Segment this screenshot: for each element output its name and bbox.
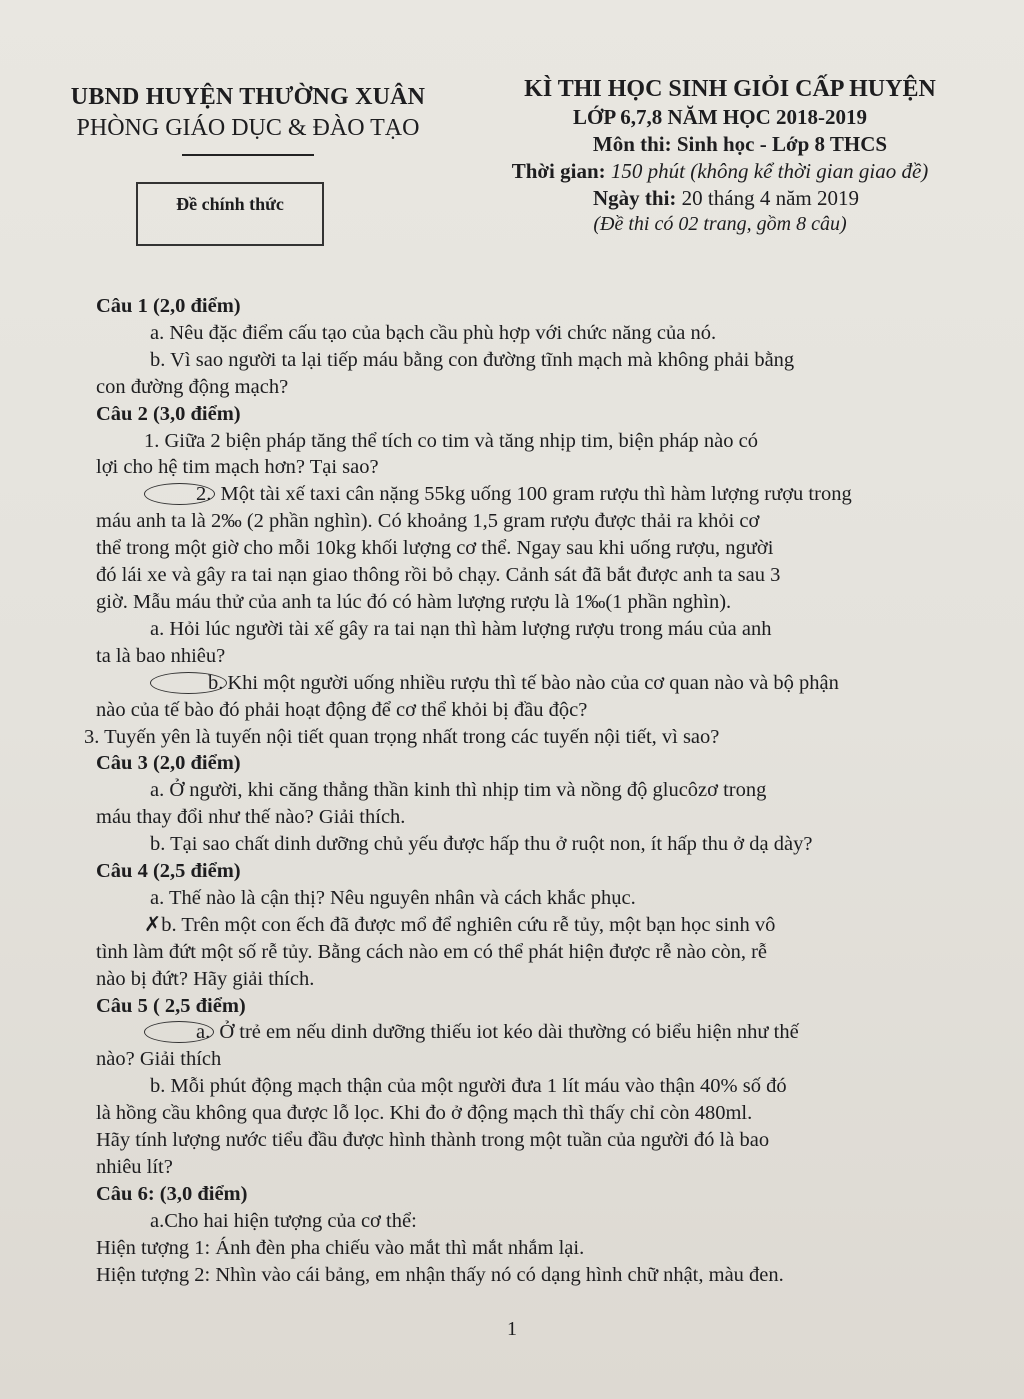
question-5a-line [96,1019,920,1046]
question-2-part1-line: lợi cho hệ tim mạch hơn? Tại sao? [96,456,379,479]
question-2b-line [96,670,920,697]
question-5b-line: là hồng cầu không qua được lỗ lọc. Khi đo ở động mạch thì thấy chỉ còn 480ml. [96,1102,753,1125]
question-2-part3: 3. Tuyến yên là tuyến nội tiết quan trọng nhất trong các tuyến nội tiết, vì sao? [84,725,720,748]
question-5b-line: nhiêu lít? [96,1156,173,1178]
question-5b-line: b. Mỗi phút động mạch thận của một người đưa 1 lít máu vào thận 40% số đó [150,1075,787,1098]
question-6a: a.Cho hai hiện tượng của cơ thể: [150,1209,417,1232]
district-committee: UBND HUYỆN THƯỜNG XUÂN [70,84,426,110]
question-1b-line: b. Vì sao người ta lại tiếp máu bằng con đường tĩnh mạch mà không phải bằng [150,348,795,371]
exam-note: (Đề thi có 02 trang, gồm 8 câu) [593,213,847,235]
question-2-part2-line: máu anh ta là 2‰ (2 phần nghìn). Có khoảng 1,5 gram rượu được thải ra khỏi cơ [96,510,760,533]
question-5b-line: Hãy tính lượng nước tiểu đầu được hình thành trong một tuần của người đó là bao [96,1129,770,1152]
handwritten-circle-mark: b. [150,672,227,694]
question-3a-line: máu thay đổi như thế nào? Giải thích. [96,806,406,829]
exam-title: KÌ THI HỌC SINH GIỎI CẤP HUYỆN [524,76,936,102]
handwritten-circle-mark: 2. [144,483,215,505]
question-6-title: Câu 6: (3,0 điểm) [96,1182,248,1205]
header-divider [182,154,314,156]
question-6-phenomenon-1: Hiện tượng 1: Ánh đèn pha chiếu vào mắt thì mắt nhắm lại. [96,1236,585,1259]
question-3b: b. Tại sao chất dinh dưỡng chủ yếu được hấp thu ở ruột non, ít hấp thu ở dạ dày? [150,833,813,856]
issuer-block [58,84,438,156]
question-3a-line: a. Ở người, khi căng thẳng thần kinh thì nhịp tim và nồng độ glucôzơ trong [150,779,767,802]
date-value: 20 tháng 4 năm 2019 [681,186,859,210]
duration-label: Thời gian: [511,159,606,183]
question-5a-text: Ở trẻ em nếu dinh dưỡng thiếu iot kéo dài thường có biểu hiện như thế [214,1021,799,1044]
question-1b-line: con đường động mạch? [96,375,289,398]
question-2b-line: nào của tế bào đó phải hoạt động để cơ thể khỏi bị đầu độc? [96,698,588,721]
question-5a-line: nào? Giải thích [96,1048,222,1071]
page-number: 1 [507,1318,517,1340]
question-4b-line: nào bị đứt? Hãy giải thích. [96,967,315,990]
question-1a: a. Nêu đặc điểm cấu tạo của bạch cầu phù hợp với chức năng của nó. [150,321,717,344]
question-2b-text: Khi một người uống nhiều rượu thì tế bào nào của cơ quan nào và bộ phận [227,671,839,694]
question-5-title: Câu 5 ( 2,5 điểm) [96,994,246,1017]
question-2-part2-text: Một tài xế taxi cân nặng 55kg uống 100 gram rượu thì hàm lượng rượu trong [215,483,852,506]
exam-subject: Môn thi: Sinh học - Lớp 8 THCS [592,132,888,156]
question-2-part2-line [96,481,920,508]
exam-questions [84,293,920,1289]
education-department: PHÒNG GIÁO DỤC & ĐÀO TẠO [76,115,420,141]
question-1-title: Câu 1 (2,0 điểm) [96,295,241,317]
handwritten-cross-mark: ✗ [144,913,162,936]
exam-duration [440,159,1000,184]
question-2-part2-line: giờ. Mẫu máu thử của anh ta lúc đó có hàm lượng rượu là 1‰(1 phần nghìn). [96,590,732,613]
question-2-part2-line: thể trong một giờ cho mỗi 10kg khối lượng cơ thể. Ngay sau khi uống rượu, người [96,537,774,560]
exam-grades-year: LỚP 6,7,8 NĂM HỌC 2018-2019 [573,105,867,129]
duration-value: 150 phút (không kể thời gian giao đề) [610,159,929,183]
question-2a-line: ta là bao nhiêu? [96,644,226,667]
exam-date [440,186,1000,211]
question-4b-line [96,912,920,939]
official-exam-label: Đề chính thức [176,194,284,214]
question-4b-text: b. Trên một con ếch đã được mổ để nghiên cứu rễ tủy, một bạn học sinh vô [161,913,776,936]
question-2-part2-line: đó lái xe và gây ra tai nạn giao thông rồi bỏ chạy. Cảnh sát đã bắt được anh ta sau 3 [96,564,781,587]
question-3-title: Câu 3 (2,0 điểm) [96,752,241,775]
question-4a: a. Thế nào là cận thị? Nêu nguyên nhân và cách khắc phục. [150,886,636,909]
official-exam-box [136,182,324,246]
question-4-title: Câu 4 (2,5 điểm) [96,860,241,883]
question-6-phenomenon-2: Hiện tượng 2: Nhìn vào cái bảng, em nhận thấy nó có dạng hình chữ nhật, màu đen. [96,1263,784,1286]
question-2-part1-line: 1. Giữa 2 biện pháp tăng thể tích co tim và tăng nhịp tim, biện pháp nào có [144,429,759,452]
question-4b-line: tình làm đứt một số rễ tủy. Bằng cách nào em có thể phát hiện được rễ nào còn, rễ [96,940,768,963]
question-2-title: Câu 2 (3,0 điểm) [96,402,241,425]
question-2a-line: a. Hỏi lúc người tài xế gây ra tai nạn thì hàm lượng rượu trong máu của anh [150,617,772,640]
handwritten-circle-mark: a. [144,1021,214,1043]
date-label: Ngày thi: [593,186,677,210]
exam-info-block [440,76,1000,236]
